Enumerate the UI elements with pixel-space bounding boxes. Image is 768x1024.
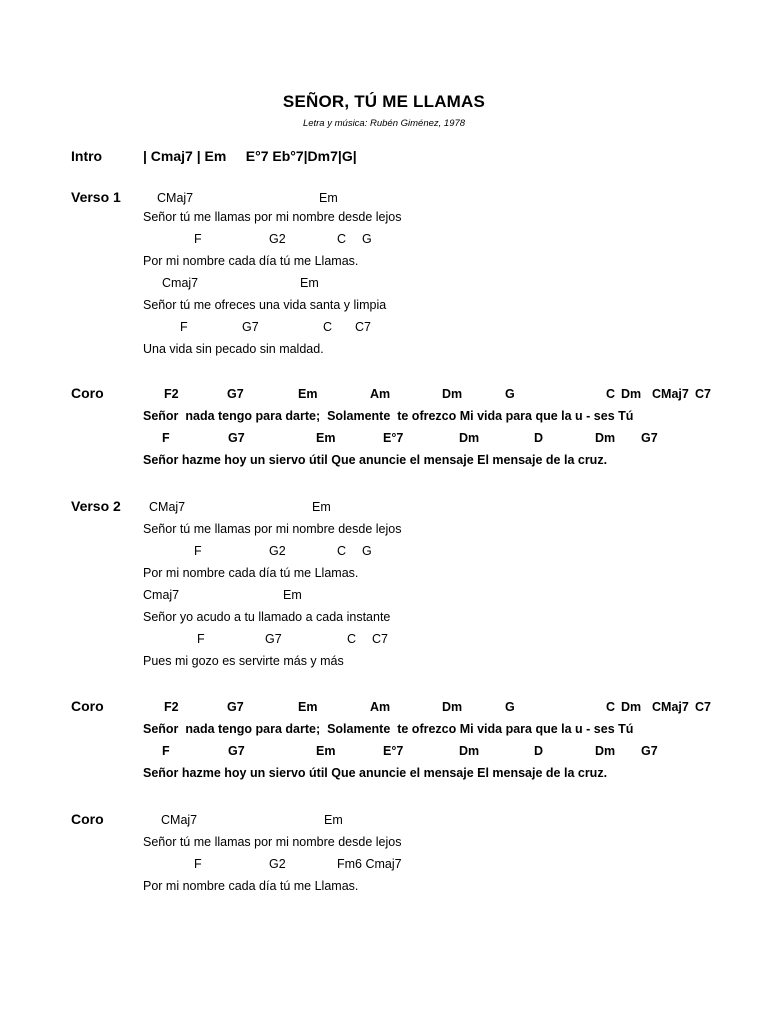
lyric-line: Señor tú me ofreces una vida santa y limpia — [143, 298, 387, 312]
chord: Dm — [442, 387, 463, 401]
chord: C — [606, 700, 616, 714]
chord: F — [194, 544, 202, 558]
chord: D — [534, 744, 544, 758]
chord: Em — [316, 431, 336, 445]
chord: C7 — [355, 320, 371, 334]
lyric-line: Señor tú me llamas por mi nombre desde lejos — [143, 210, 402, 224]
lyric-line: Señor yo acudo a tu llamado a cada instante — [143, 610, 391, 624]
chord: Dm — [621, 700, 642, 714]
lyric-line: Señor tú me llamas por mi nombre desde lejos — [143, 522, 402, 536]
chord: G2 — [269, 857, 286, 871]
chord: C7 — [695, 387, 711, 401]
lyric-line: Señor nada tengo para darte; Solamente te ofrezco Mi vida para que la u - ses Tú — [143, 722, 634, 736]
chord: C7 — [372, 632, 388, 646]
chord: G7 — [641, 431, 658, 445]
lyric-line: Señor hazme hoy un siervo útil Que anuncie el mensaje El mensaje de la cruz. — [143, 453, 608, 467]
chord: Em — [324, 813, 343, 827]
chord: F — [162, 431, 170, 445]
lyric-line: Una vida sin pecado sin maldad. — [143, 342, 324, 356]
lyric-line: Pues mi gozo es servirte más y más — [143, 654, 344, 668]
chord: Em — [316, 744, 336, 758]
chord: CMaj7 — [157, 191, 194, 205]
chord: Em — [319, 191, 338, 205]
chord: Dm — [621, 387, 642, 401]
chord: Cmaj7 — [162, 276, 199, 290]
chord: G7 — [641, 744, 658, 758]
chord: Em — [298, 700, 318, 714]
chord: F — [197, 632, 205, 646]
chord: Fm6 Cmaj7 — [337, 857, 402, 871]
chord: C — [337, 232, 347, 246]
chord: CMaj7 — [652, 700, 689, 714]
chord: Dm — [459, 744, 480, 758]
chord: CMaj7 — [149, 500, 186, 514]
chord: F2 — [164, 700, 179, 714]
chord: G7 — [228, 744, 245, 758]
chord: C — [606, 387, 616, 401]
chord: Em — [300, 276, 319, 290]
chord: C — [347, 632, 357, 646]
song-credits: Letra y música: Rubén Giménez, 1978 — [302, 118, 466, 129]
chord: D — [534, 431, 544, 445]
chord: G — [362, 232, 372, 246]
chord: G7 — [227, 387, 244, 401]
chord: G2 — [269, 232, 286, 246]
section-label-verso-2: Verso 2 — [71, 498, 121, 514]
chord: F — [180, 320, 188, 334]
intro-chords: | Cmaj7 | Em E°7 Eb°7|Dm7|G| — [143, 148, 357, 164]
chord: G7 — [242, 320, 259, 334]
chord: CMaj7 — [652, 387, 689, 401]
song-title: SEÑOR, TÚ ME LLAMAS — [282, 92, 486, 111]
chord: Am — [370, 700, 391, 714]
chord: G — [505, 387, 515, 401]
lyric-line: Señor tú me llamas por mi nombre desde lejos — [143, 835, 402, 849]
lyric-line: Señor hazme hoy un siervo útil Que anuncie el mensaje El mensaje de la cruz. — [143, 766, 608, 780]
section-label-verso-1: Verso 1 — [71, 189, 121, 205]
chord: Cmaj7 — [143, 588, 180, 602]
section-label-coro: Coro — [71, 811, 104, 827]
chord: Dm — [459, 431, 480, 445]
chord: C — [337, 544, 347, 558]
chord: F — [162, 744, 170, 758]
chord: G — [362, 544, 372, 558]
chord: Em — [312, 500, 331, 514]
section-label-coro: Coro — [71, 385, 104, 401]
chord: E°7 — [383, 744, 404, 758]
lyric-line: Señor nada tengo para darte; Solamente te ofrezco Mi vida para que la u - ses Tú — [143, 409, 634, 423]
chord: F — [194, 232, 202, 246]
section-label-intro: Intro — [71, 148, 103, 164]
lyric-line: Por mi nombre cada día tú me Llamas. — [143, 879, 359, 893]
chord: Em — [283, 588, 302, 602]
lyric-line: Por mi nombre cada día tú me Llamas. — [143, 566, 359, 580]
chord: G — [505, 700, 515, 714]
chord: G7 — [228, 431, 245, 445]
chord: Am — [370, 387, 391, 401]
chord: F2 — [164, 387, 179, 401]
chord: G2 — [269, 544, 286, 558]
chord: CMaj7 — [161, 813, 198, 827]
chord: C — [323, 320, 333, 334]
lyric-line: Por mi nombre cada día tú me Llamas. — [143, 254, 359, 268]
chord: Dm — [595, 431, 616, 445]
chord: Dm — [442, 700, 463, 714]
chord: G7 — [265, 632, 282, 646]
chord: Dm — [595, 744, 616, 758]
section-label-coro: Coro — [71, 698, 104, 714]
chord: G7 — [227, 700, 244, 714]
chord: Em — [298, 387, 318, 401]
chord: F — [194, 857, 202, 871]
chord: C7 — [695, 700, 711, 714]
chord: E°7 — [383, 431, 404, 445]
